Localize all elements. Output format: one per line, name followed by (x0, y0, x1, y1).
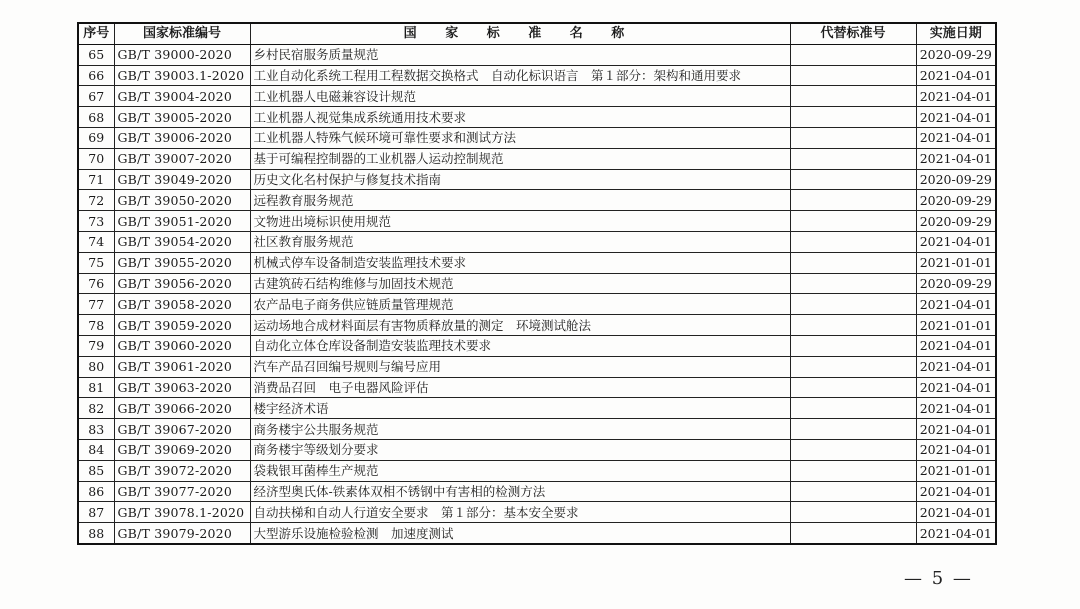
cell-no: 69 (78, 127, 114, 148)
table-row (78, 377, 996, 398)
cell-date: 2021-04-01 (916, 398, 996, 419)
cell-replaced (790, 169, 916, 190)
cell-name: 楼宇经济术语 (250, 398, 790, 419)
cell-name: 自动扶梯和自动人行道安全要求 第１部分：基本安全要求 (250, 502, 790, 523)
table-header (78, 23, 996, 44)
header-no: 序号 (78, 23, 114, 44)
cell-name: 社区教育服务规范 (250, 231, 790, 252)
cell-no: 88 (78, 523, 114, 544)
table-row (78, 273, 996, 294)
cell-no: 86 (78, 481, 114, 502)
cell-name: 工业自动化系统工程用工程数据交换格式 自动化标识语言 第１部分：架构和通用要求 (250, 65, 790, 86)
cell-no: 66 (78, 65, 114, 86)
cell-name: 汽车产品召回编号规则与编号应用 (250, 356, 790, 377)
cell-date: 2021-04-01 (916, 107, 996, 128)
cell-name: 经济型奥氏体-铁素体双相不锈钢中有害相的检测方法 (250, 481, 790, 502)
table-row (78, 148, 996, 169)
table-row (78, 44, 996, 65)
page-number: — 5 — (904, 568, 973, 589)
cell-name: 基于可编程控制器的工业机器人运动控制规范 (250, 148, 790, 169)
cell-date: 2021-01-01 (916, 315, 996, 336)
cell-date: 2021-04-01 (916, 481, 996, 502)
cell-date: 2021-01-01 (916, 252, 996, 273)
cell-date: 2021-04-01 (916, 231, 996, 252)
cell-no: 73 (78, 211, 114, 232)
table-row (78, 315, 996, 336)
cell-replaced (790, 86, 916, 107)
cell-date: 2021-04-01 (916, 356, 996, 377)
cell-code: GB/T 39055-2020 (114, 252, 250, 273)
cell-replaced (790, 398, 916, 419)
cell-replaced (790, 335, 916, 356)
cell-replaced (790, 44, 916, 65)
cell-name: 历史文化名村保护与修复技术指南 (250, 169, 790, 190)
cell-date: 2021-04-01 (916, 377, 996, 398)
cell-replaced (790, 502, 916, 523)
cell-no: 84 (78, 439, 114, 460)
cell-date: 2020-09-29 (916, 190, 996, 211)
cell-date: 2020-09-29 (916, 44, 996, 65)
cell-code: GB/T 39049-2020 (114, 169, 250, 190)
cell-replaced (790, 190, 916, 211)
table-row (78, 252, 996, 273)
table-row (78, 356, 996, 377)
cell-code: GB/T 39058-2020 (114, 294, 250, 315)
cell-code: GB/T 39066-2020 (114, 398, 250, 419)
cell-code: GB/T 39067-2020 (114, 419, 250, 440)
table-row (78, 190, 996, 211)
cell-no: 87 (78, 502, 114, 523)
cell-no: 79 (78, 335, 114, 356)
header-date: 实施日期 (916, 23, 996, 44)
cell-name: 文物进出境标识使用规范 (250, 211, 790, 232)
table-row (78, 502, 996, 523)
cell-code: GB/T 39006-2020 (114, 127, 250, 148)
cell-date: 2021-04-01 (916, 523, 996, 544)
cell-no: 65 (78, 44, 114, 65)
cell-code: GB/T 39059-2020 (114, 315, 250, 336)
cell-replaced (790, 377, 916, 398)
cell-no: 75 (78, 252, 114, 273)
cell-name: 运动场地合成材料面层有害物质释放量的测定 环境测试舱法 (250, 315, 790, 336)
cell-replaced (790, 211, 916, 232)
cell-replaced (790, 419, 916, 440)
cell-date: 2021-04-01 (916, 419, 996, 440)
table-body (78, 44, 996, 544)
cell-replaced (790, 481, 916, 502)
cell-replaced (790, 315, 916, 336)
cell-no: 77 (78, 294, 114, 315)
cell-name: 袋栽银耳菌棒生产规范 (250, 460, 790, 481)
table-row (78, 439, 996, 460)
cell-code: GB/T 39078.1-2020 (114, 502, 250, 523)
cell-date: 2021-04-01 (916, 294, 996, 315)
cell-name: 自动化立体仓库设备制造安装监理技术要求 (250, 335, 790, 356)
cell-no: 82 (78, 398, 114, 419)
cell-no: 81 (78, 377, 114, 398)
table-row (78, 127, 996, 148)
cell-date: 2021-04-01 (916, 439, 996, 460)
cell-date: 2021-04-01 (916, 335, 996, 356)
header-replaced: 代替标准号 (790, 23, 916, 44)
cell-no: 76 (78, 273, 114, 294)
cell-name: 远程教育服务规范 (250, 190, 790, 211)
cell-replaced (790, 65, 916, 86)
cell-code: GB/T 39000-2020 (114, 44, 250, 65)
cell-date: 2021-04-01 (916, 127, 996, 148)
cell-code: GB/T 39061-2020 (114, 356, 250, 377)
cell-code: GB/T 39063-2020 (114, 377, 250, 398)
cell-name: 消费品召回 电子电器风险评估 (250, 377, 790, 398)
cell-no: 68 (78, 107, 114, 128)
cell-code: GB/T 39003.1-2020 (114, 65, 250, 86)
cell-no: 70 (78, 148, 114, 169)
cell-date: 2020-09-29 (916, 169, 996, 190)
cell-code: GB/T 39050-2020 (114, 190, 250, 211)
cell-code: GB/T 39005-2020 (114, 107, 250, 128)
cell-replaced (790, 252, 916, 273)
table-row (78, 65, 996, 86)
cell-replaced (790, 294, 916, 315)
table-row (78, 231, 996, 252)
cell-replaced (790, 127, 916, 148)
cell-replaced (790, 460, 916, 481)
cell-code: GB/T 39054-2020 (114, 231, 250, 252)
cell-name: 古建筑砖石结构维修与加固技术规范 (250, 273, 790, 294)
table-row (78, 169, 996, 190)
cell-date: 2020-09-29 (916, 273, 996, 294)
cell-no: 78 (78, 315, 114, 336)
cell-no: 83 (78, 419, 114, 440)
table-row (78, 398, 996, 419)
cell-name: 商务楼宇等级划分要求 (250, 439, 790, 460)
cell-code: GB/T 39056-2020 (114, 273, 250, 294)
table-row (78, 86, 996, 107)
cell-replaced (790, 273, 916, 294)
table-row (78, 335, 996, 356)
table-row (78, 211, 996, 232)
table-row (78, 481, 996, 502)
cell-replaced (790, 231, 916, 252)
cell-no: 80 (78, 356, 114, 377)
cell-replaced (790, 107, 916, 128)
cell-date: 2021-04-01 (916, 148, 996, 169)
cell-replaced (790, 523, 916, 544)
cell-code: GB/T 39004-2020 (114, 86, 250, 107)
cell-code: GB/T 39060-2020 (114, 335, 250, 356)
cell-date: 2020-09-29 (916, 211, 996, 232)
cell-code: GB/T 39072-2020 (114, 460, 250, 481)
header-name: 国 家 标 准 名 称 (250, 23, 790, 44)
table-row (78, 419, 996, 440)
table-row (78, 294, 996, 315)
cell-name: 乡村民宿服务质量规范 (250, 44, 790, 65)
cell-date: 2021-04-01 (916, 502, 996, 523)
header-code: 国家标准编号 (114, 23, 250, 44)
cell-replaced (790, 356, 916, 377)
cell-name: 农产品电子商务供应链质量管理规范 (250, 294, 790, 315)
cell-name: 商务楼宇公共服务规范 (250, 419, 790, 440)
cell-name: 工业机器人特殊气候环境可靠性要求和测试方法 (250, 127, 790, 148)
standards-table (77, 22, 997, 545)
table-row (78, 107, 996, 128)
cell-date: 2021-04-01 (916, 86, 996, 107)
cell-no: 72 (78, 190, 114, 211)
cell-replaced (790, 148, 916, 169)
cell-no: 85 (78, 460, 114, 481)
cell-code: GB/T 39079-2020 (114, 523, 250, 544)
cell-date: 2021-04-01 (916, 65, 996, 86)
cell-no: 67 (78, 86, 114, 107)
cell-name: 工业机器人电磁兼容设计规范 (250, 86, 790, 107)
cell-name: 机械式停车设备制造安装监理技术要求 (250, 252, 790, 273)
table-row (78, 523, 996, 544)
cell-no: 74 (78, 231, 114, 252)
cell-name: 大型游乐设施检验检测 加速度测试 (250, 523, 790, 544)
cell-no: 71 (78, 169, 114, 190)
cell-code: GB/T 39051-2020 (114, 211, 250, 232)
table-row (78, 460, 996, 481)
cell-code: GB/T 39007-2020 (114, 148, 250, 169)
cell-code: GB/T 39069-2020 (114, 439, 250, 460)
cell-date: 2021-01-01 (916, 460, 996, 481)
cell-code: GB/T 39077-2020 (114, 481, 250, 502)
cell-replaced (790, 439, 916, 460)
cell-name: 工业机器人视觉集成系统通用技术要求 (250, 107, 790, 128)
